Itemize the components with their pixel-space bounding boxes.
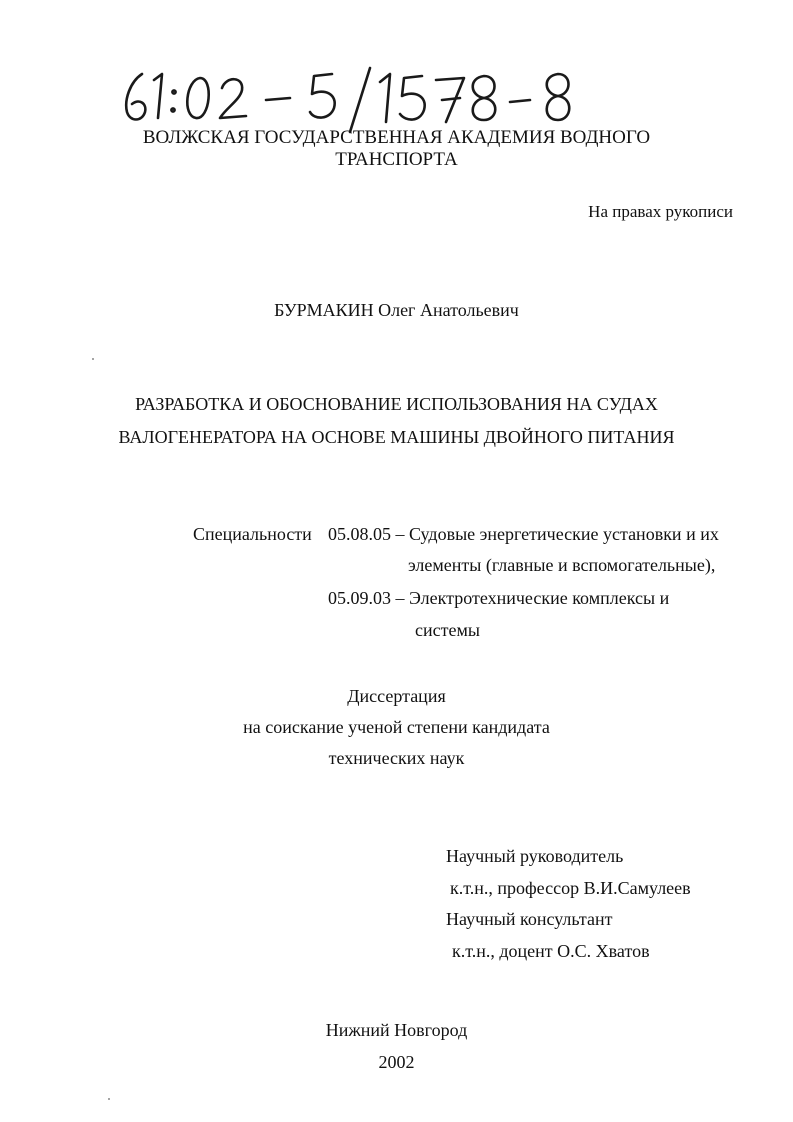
dissertation-title-line-2: ВАЛОГЕНЕРАТОРА НА ОСНОВЕ МАШИНЫ ДВОЙНОГО ПИТАНИЯ (118, 427, 675, 447)
dissertation-title-line-1: РАЗРАБОТКА И ОБОСНОВАНИЕ ИСПОЛЬЗОВАНИЯ НА СУДАХ (135, 394, 658, 414)
specialty-2-line-2: системы (415, 620, 480, 640)
author-name: БУРМАКИН Олег Анатольевич (274, 300, 519, 320)
institution-line-1: ВОЛЖСКАЯ ГОСУДАРСТВЕННАЯ АКАДЕМИЯ ВОДНОГО (142, 127, 651, 148)
specialty-2-line-1: 05.09.03 – Электротехнические комплексы и (328, 588, 670, 608)
degree-line-1: Диссертация (347, 686, 446, 706)
city: Нижний Новгород (325, 1020, 468, 1040)
consultant-name: к.т.н., доцент О.С. Хватов (452, 941, 650, 961)
specialty-1-line-1: 05.08.05 – Судовые энергетические установки и их (328, 524, 719, 544)
rights-note: На правах рукописи (588, 202, 733, 221)
degree-line-3: технических наук (328, 748, 465, 768)
scan-speck (92, 358, 94, 360)
consultant-label: Научный консультант (446, 909, 613, 929)
supervisor-name: к.т.н., профессор В.И.Самулеев (450, 878, 691, 898)
institution-line-2: ТРАНСПОРТА (335, 149, 458, 170)
scan-speck (108, 1098, 110, 1100)
specialty-1-line-2: элементы (главные и вспомогательные), (408, 555, 716, 575)
specialties-label: Специальности (193, 524, 312, 544)
year: 2002 (378, 1052, 415, 1072)
degree-line-2: на соискание ученой степени кандидата (243, 717, 550, 737)
supervisor-label: Научный руководитель (446, 846, 624, 866)
